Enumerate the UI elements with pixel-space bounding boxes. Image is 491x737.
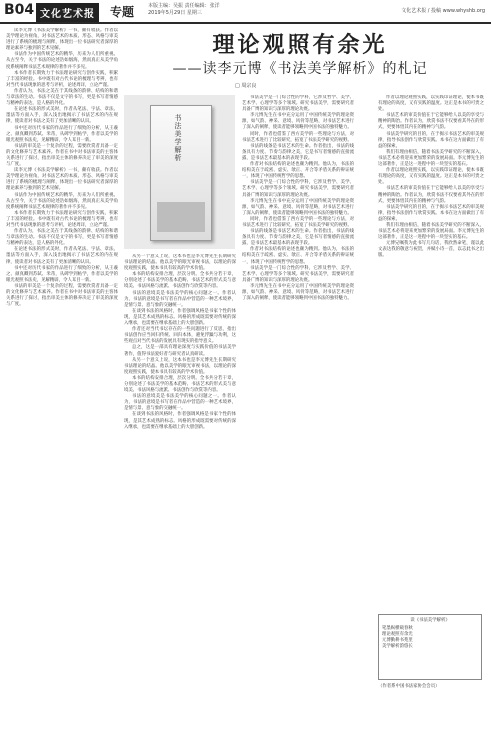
paragraph: 书法美学是一门综合性的学科，它涉及哲学、美学、艺术学、心理学等多个领域。研究书法美学，需要研究者具备广博的知识与深厚的理论功底。 bbox=[242, 180, 354, 198]
paragraph: 总之，这是一部具有理论深度与实践价值的书法美学著作，值得书法爱好者与研究者认真研读。 bbox=[124, 345, 236, 357]
paragraph: 作者以理论观照实践，以实践印证理论，使本书既有理论的高度，又有实践的温度。这正是本书的可贵之处。 bbox=[378, 95, 484, 113]
paragraph: 本书作者长期致力于书法理论研究与创作实践，积累了丰富的经验。书中既有对古代书论的梳理与考辨，也有对当代书法现象的思考与评析，论述周详，立论严谨。 bbox=[6, 70, 118, 88]
paragraph: 读李元博《书法美学解析》一书，颇有收获。作者以美学理论为视角，对书法艺术的本质、形态、风格与审美进行了系统的梳理与阐释，体现出一位书法研究者深厚的理论素养与独到的艺术见解。 bbox=[6, 28, 118, 52]
poem-line: 笔墨纵横载春秋 bbox=[382, 626, 413, 632]
paragraph: 作者对书法结构的论述也颇为精到。他认为，书法的结构美在于疏密、虚实、欹正、开合等矛盾关系的辩证统一，体现了中国传统哲学的思想。 bbox=[242, 162, 354, 180]
book-cover-artwork bbox=[157, 202, 205, 232]
paragraph: 书中还对历代书家的作品进行了细致的分析，从王羲之、颜真卿到苏轼、米芾，从碑学到帖学，作者以美学的眼光观照书法史，见解精辟，令人耳目一新。 bbox=[6, 125, 118, 143]
book-cover-photo bbox=[124, 95, 235, 249]
text-column-5 bbox=[378, 95, 484, 607]
paragraph: 作者认为，书法之美在于其线条的韵律、结构的和谐与章法的生动。书法不仅是文字的书写，更是书写者情感与精神的表达，是人格的外化。 bbox=[6, 88, 118, 107]
paragraph: 作者还对当代书坛存在的一些问题进行了反思，指出书法创作应当回归传统、回归本体，避免浮躁与功利，这些观点对当代书法的发展具有现实的指导意义。 bbox=[124, 327, 236, 345]
paragraph: 书法美学是一门综合性的学科，它涉及哲学、美学、艺术学、心理学等多个领域。研究书法美学，需要研究者具备广博的知识与深厚的理论功底。 bbox=[242, 265, 354, 283]
text-column-1 bbox=[6, 28, 118, 730]
headline: 理论观照有余光 bbox=[212, 32, 388, 58]
paragraph: 我们有理由相信，随着书法美学研究的不断深入，书法艺术必将迎来更加繁荣的发展局面。李元博先生的这部著作，正是这一进程中的一块坚实的基石。 bbox=[378, 149, 484, 168]
paragraph: 从另一个意义上说，这本书也是李元博先生长期研究书法理论的结晶。他以美学的眼光审视书法，以理论的深度观照实践，使本书具有较高的学术价值。 bbox=[124, 357, 236, 375]
paragraph: 书法美学是一门综合性的学科，它涉及哲学、美学、艺术学、心理学等多个领域。研究书法美学，需要研究者具备广博的知识与深厚的理论功底。 bbox=[242, 95, 354, 113]
paragraph: 李元博先生在书中充分运用了中国传统美学的理论资源，如气韵、神采、意境、风骨等范畴，对书法艺术进行了深入的阐释，使读者能够领略到中国书法的独特魅力。 bbox=[242, 113, 354, 131]
paragraph: 书法美学研究的目的，在于揭示书法艺术的审美规律，指导书法创作与欣赏实践。本书在这方面做出了有益的探索。 bbox=[378, 204, 484, 222]
masthead-meta bbox=[148, 3, 220, 17]
paragraph: 作者认为，书法之美在于其线条的韵律、结构的和谐与章法的生动。书法不仅是文字的书写，更是书写者情感与精神的表达，是人格的外化。 bbox=[6, 229, 118, 247]
section-name: 专题 bbox=[110, 5, 135, 19]
paragraph: 作者以理论观照实践，以实践印证理论，使本书既有理论的高度，又有实践的温度。这正是本书的可贵之处。 bbox=[378, 168, 484, 186]
paragraph: 书法艺术的审美价值在于它能够给人以美的享受与精神的陶冶。作者认为，欣赏书法不仅要看其外在的形式，更要体悟其内在的精神与气韵。 bbox=[378, 113, 484, 131]
poem-box bbox=[378, 614, 482, 680]
paper-name: 文化艺术报 bbox=[36, 3, 99, 22]
text-column-3 bbox=[242, 95, 354, 730]
paragraph: 书中还对历代书家的作品进行了细致的分析，从王羲之、颜真卿到苏轼、米芾，从碑学到帖学，作者以美学的眼光观照书法史，见解精辟，令人耳目一新。 bbox=[6, 265, 118, 283]
paragraph: 在论述书法的形式美时，作者从笔法、字法、章法、墨法等方面入手，深入浅出地揭示了书法艺术的内在规律，使读者对书法之美有了更加清晰的认识。 bbox=[6, 107, 118, 125]
poem-line: 理论观照有余光 bbox=[382, 632, 413, 638]
paragraph: 书法的审美是一个复杂的过程，需要欣赏者具备一定的文化修养与艺术素养。作者在书中对书法审美的主客体关系进行了探讨，指出审美主体的修养决定了审美的深度与广度。 bbox=[6, 283, 118, 308]
paragraph: 书法的线条是书法艺术的生命。作者指出，书法的线条具有力度、节奏与韵律之美，它是书写者情感的直接流露，是书法艺术最基本的表现手段。 bbox=[242, 143, 354, 161]
paragraph: 读李元博《书法美学解析》一书，颇有收获。作者以美学理论为视角，对书法艺术的本质、形态、风格与审美进行了系统的梳理与阐释，体现出一位书法研究者深厚的理论素养与独到的艺术见解。 bbox=[6, 168, 118, 192]
paragraph: 在论述书法的形式美时，作者从笔法、字法、章法、墨法等方面入手，深入浅出地揭示了书法艺术的内在规律，使读者对书法之美有了更加清晰的认识。 bbox=[6, 247, 118, 265]
paragraph: 书法的意境美是书法美学的核心问题之一。作者认为，书法的意境是书写者在作品中营造的一种艺术境界，是情与景、意与象的交融统一。 bbox=[124, 394, 236, 412]
paragraph: 元博兄嘱我为此书写几句话，我欣然命笔，谨以此文表达我的敬意与祝贺，并赋小诗一首，以志此书之出版。 bbox=[378, 241, 484, 259]
text-column-2 bbox=[124, 254, 236, 730]
paragraph: 本书的结构安排合理，层次分明。全书共分若干章，分别论述了书法美学的基本范畴、书法艺术的形式美与意境美、书法风格与流派、书法创作与欣赏等内容。 bbox=[124, 272, 236, 290]
author-note: （作者系中国书法家协会会员） bbox=[378, 684, 440, 689]
paragraph: 本书作者长期致力于书法理论研究与创作实践，积累了丰富的经验。书中既有对古代书论的梳理与考辨，也有对当代书法现象的思考与评析，论述周详，立论严谨。 bbox=[6, 210, 118, 228]
paragraph: 在谈到书法的风格时，作者强调风格是书家个性的体现，是其艺术成熟的标志。风格的形成既需要对传统的深入继承，也需要在继承基础上的大胆创新。 bbox=[124, 412, 236, 430]
paragraph: 书法的意境美是书法美学的核心问题之一。作者认为，书法的意境是书写者在作品中营造的一种艺术境界，是情与景、意与象的交融统一。 bbox=[124, 290, 236, 308]
paragraph: 李元博先生在书中充分运用了中国传统美学的理论资源，如气韵、神采、意境、风骨等范畴，对书法艺术进行了深入的阐释，使读者能够领略到中国书法的独特魅力。 bbox=[242, 198, 354, 216]
poem-line: 元博勤耕书苑里 bbox=[382, 638, 413, 644]
paragraph: 从另一个意义上说，这本书也是李元博先生长期研究书法理论的结晶。他以美学的眼光审视书法，以理论的深度观照实践，使本书具有较高的学术价值。 bbox=[124, 254, 236, 272]
paragraph: 作者对书法结构的论述也颇为精到。他认为，书法的结构美在于疏密、虚实、欹正、开合等矛盾关系的辩证统一，体现了中国传统哲学的思想。 bbox=[242, 247, 354, 265]
subheadline: ——读李元博《书法美学解析》的札记 bbox=[172, 61, 428, 77]
paragraph: 书法艺术的审美价值在于它能够给人以美的享受与精神的陶冶。作者认为，欣赏书法不仅要看其外在的形式，更要体悟其内在的精神与气韵。 bbox=[378, 186, 484, 204]
editor-line: 本版主编：吴振 责任编辑：张洋 bbox=[148, 3, 220, 9]
paragraph: 我们有理由相信，随着书法美学研究的不断深入，书法艺术必将迎来更加繁荣的发展局面。李元博先生的这部著作，正是这一进程中的一块坚实的基石。 bbox=[378, 222, 484, 241]
poem-line: 美学解析韵悠长 bbox=[382, 644, 413, 650]
byline: □ 周宗良 bbox=[235, 83, 257, 89]
paragraph: 书法美学研究的目的，在于揭示书法艺术的审美规律，指导书法创作与欣赏实践。本书在这方面做出了有益的探索。 bbox=[378, 131, 484, 149]
poem-title: 读《书法美学解析》 bbox=[410, 618, 450, 623]
contact-line: 文化艺术报 / 投稿 www.whyshb.org bbox=[401, 8, 485, 14]
paragraph: 书法的线条是书法艺术的生命。作者指出，书法的线条具有力度、节奏与韵律之美，它是书写者情感的直接流露，是书法艺术最基本的表现手段。 bbox=[242, 229, 354, 247]
paragraph: 书法作为中国传统艺术的精华，历来为人们所重视。从古至今，关于书法的论述浩如烟海，然而真正从美学角度系统阐释书法艺术规律的著作并不多见。 bbox=[6, 192, 118, 210]
book-cover-title: 书法美学解析 bbox=[174, 114, 182, 162]
paragraph: 同时，作者也借鉴了西方美学的一些理论与方法，对书法艺术进行了比较研究，拓宽了书法美学研究的视野。 bbox=[242, 131, 354, 143]
masthead bbox=[0, 0, 491, 24]
paragraph: 李元博先生在书中充分运用了中国传统美学的理论资源，如气韵、神采、意境、风骨等范畴，对书法艺术进行了深入的阐释，使读者能够领略到中国书法的独特魅力。 bbox=[242, 283, 354, 302]
paragraph: 书法作为中国传统艺术的精华，历来为人们所重视。从古至今，关于书法的论述浩如烟海，然而真正从美学角度系统阐释书法艺术规律的著作并不多见。 bbox=[6, 52, 118, 70]
date-line: 2019年5月29日 星期三 bbox=[148, 10, 202, 16]
paragraph: 本书的结构安排合理，层次分明。全书共分若干章，分别论述了书法美学的基本范畴、书法艺术的形式美与意境美、书法风格与流派、书法创作与欣赏等内容。 bbox=[124, 375, 236, 394]
page-number: B04 bbox=[4, 2, 35, 18]
paragraph: 在谈到书法的风格时，作者强调风格是书家个性的体现，是其艺术成熟的标志。风格的形成既需要对传统的深入继承，也需要在继承基础上的大胆创新。 bbox=[124, 308, 236, 327]
paragraph: 同时，作者也借鉴了西方美学的一些理论与方法，对书法艺术进行了比较研究，拓宽了书法美学研究的视野。 bbox=[242, 216, 354, 228]
book-cover bbox=[150, 105, 212, 241]
paragraph: 书法的审美是一个复杂的过程，需要欣赏者具备一定的文化修养与艺术素养。作者在书中对书法审美的主客体关系进行了探讨，指出审美主体的修养决定了审美的深度与广度。 bbox=[6, 143, 118, 168]
